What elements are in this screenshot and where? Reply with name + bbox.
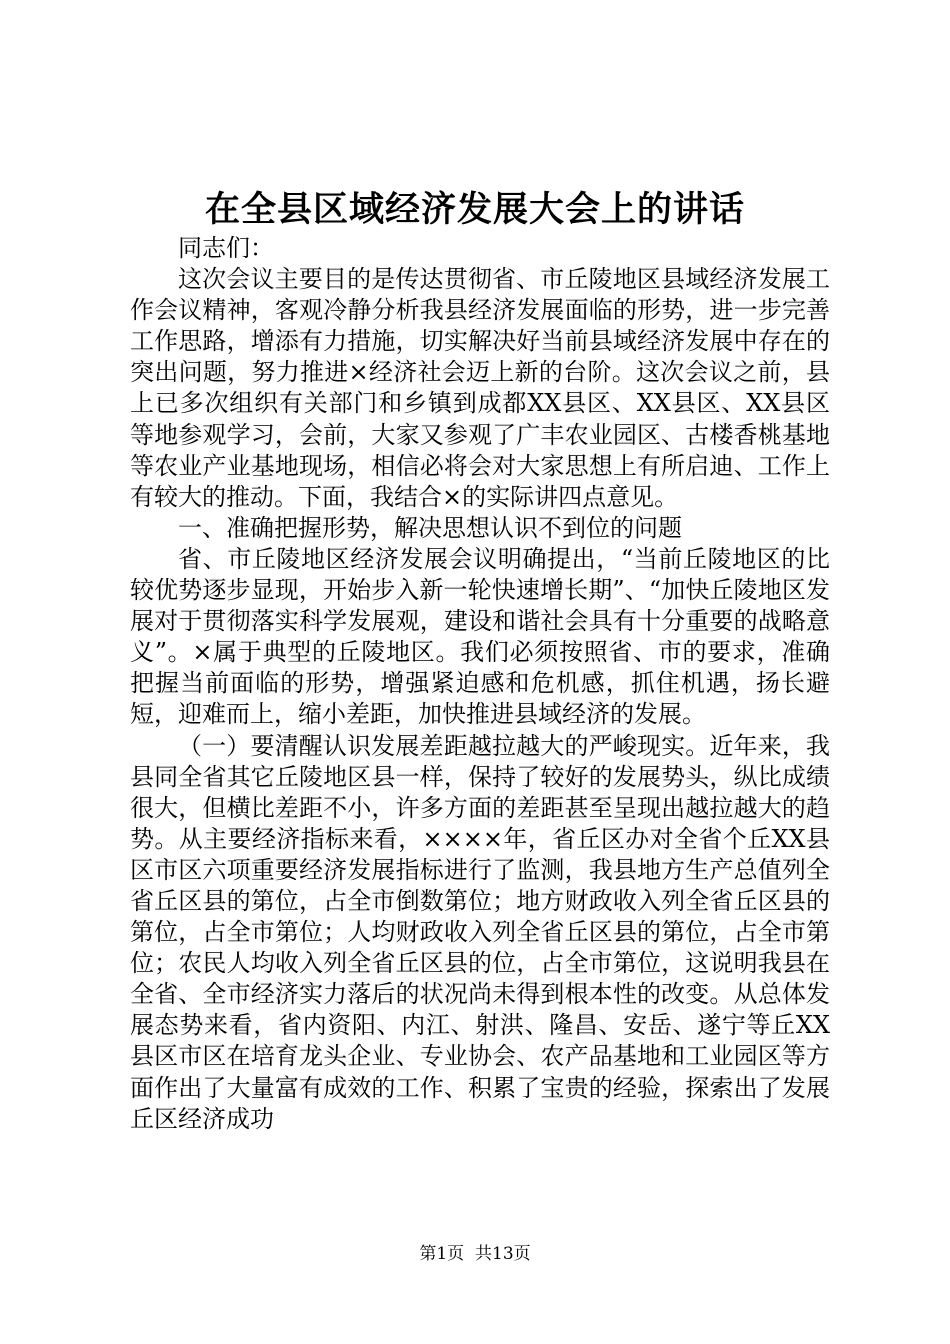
document-title: 在全县区域经济发展大会上的讲话 [204,189,745,230]
page-number: 第1页 [419,1244,465,1264]
page-footer [0,1242,950,1266]
page-total: 共13页 [475,1244,531,1264]
section-heading: 一、准确把握形势，解决思想认识不到位的问题 [178,513,682,542]
body-paragraph: 这次会议主要目的是传达贯彻省、市丘陵地区县域经济发展工作会议精神，客观冷静分析我县经济发展面临的形势，进一步完善工作思路，增添有力措施，切实解决好当前县域经济发展中存在的突出问题，努力推进×经济社会迈上新的台阶。这次会议之前，县上已多次组织有关部门和乡镇到成都XX县区、XX县区、XX县区等地参观学习，会前，大家又参观了广丰农业园区、古楼香桃基地等农业产业基地现场，相信必将会对大家思想上有所启迪、工作上有较大的推动。下面，我结合×的实际讲四点意见。 [130,265,830,511]
body-paragraph: （一）要清醒认识发展差距越拉越大的严峻现实。近年来，我县同全省其它丘陵地区县一样，保持了较好的发展势头，纵比成绩很大，但横比差距不小，许多方面的差距甚至呈现出越拉越大的趋势。从主要经济指标来看，××××年，省丘区办对全省个丘XX县区市区六项重要经济发展指标进行了监测，我县地方生产总值列全省丘区县的第位，占全市倒数第位；地方财政收入列全省丘区县的第位，占全市第位；人均财政收入列全省丘区县的第位，占全市第位；农民人均收入列全省丘区县的位，占全市第位，这说明我县在全省、全市经济实力落后的状况尚未得到根本性的改变。从总体发展态势来看，省内资阳、内江、射洪、隆昌、安岳、遂宁等丘XX县区市区在培育龙头企业、专业协会、农产品基地和工业园区等方面作出了大量富有成效的工作、积累了宝贵的经验，探索出了发展丘区经济成功 [130,731,830,1133]
salutation-paragraph: 同志们： [178,234,274,262]
body-paragraph: 省、市丘陵地区经济发展会议明确提出，“当前丘陵地区的比较优势逐步显现，开始步入新一轮快速增长期”、“加快丘陵地区发展对于贯彻落实科学发展观，建设和谐社会具有十分重要的战略意义”。×属于典型的丘陵地区。我们必须按照省、市的要求，准确把握当前面临的形势，增强紧迫感和危机感，抓住机遇，扬长避短，迎难而上，缩小差距，加快推进县域经济的发展。 [130,544,830,729]
document-body [130,233,830,1135]
